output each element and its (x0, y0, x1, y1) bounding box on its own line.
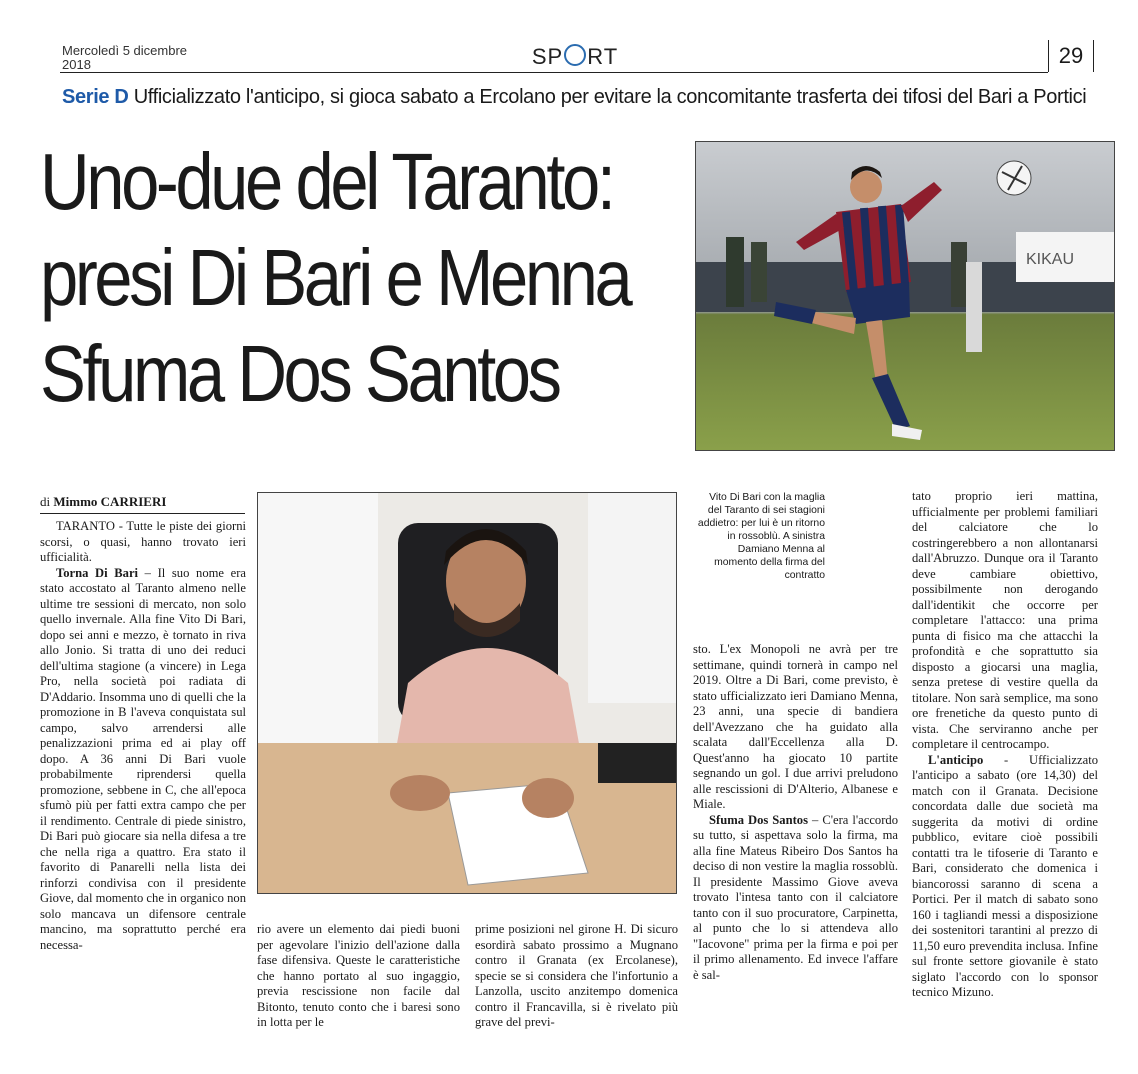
headline-line-2: presi Di Bari e Menna (40, 233, 630, 322)
headline-line-1: Uno-due del Taranto: (40, 137, 613, 226)
article-column-4 (693, 642, 898, 983)
column-3-text: prime posizioni nel girone H. Di sicuro esordirà sabato prossimo a Mugnano contro il Granata (ex Ercolanese), specie se si considera che l'infortunio a Lanzolla, uscito anzitempo domenica contro il Francavilla, si è rivelato più grave del previ- (475, 922, 678, 1029)
stadium-banner-text: KIKAU (1026, 251, 1075, 268)
column-2-text: rio avere un elemento dai piedi buoni per agevolare l'inizio dell'azione dalla fase difensiva. Queste le caratteristiche che hanno portato al suo ingaggio, previa rescissione non facile dal Bitonto, tenuto conto che i baresi sono in lotta per le (257, 922, 460, 1029)
photo-football-player (695, 141, 1115, 451)
subhead-sfuma-dos-santos: Sfuma Dos Santos (709, 812, 809, 827)
subhead-lanticipo: L'anticipo (928, 752, 984, 767)
column-4-paragraph-2: Sfuma Dos Santos – C'era l'accordo su tutto, si aspettava solo la firma, ma alla fine Mateus Ribeiro Dos Santos ha deciso di non vestire la maglia rossoblù. Il presidente Massimo Giove aveva trovato l'intesa tanto con il calciatore tanto con il suo procuratore, Carpinetta, al punto che lo si attendeva allo "Iacovone" prima per la firma e poi per il primo allenamento. Ed invece l'affare è sal- (693, 812, 899, 982)
section-title: SP RT (531, 44, 619, 69)
header-rule (60, 72, 1048, 73)
column-5-paragraph-1: tato proprio ieri mattina, ufficialmente per problemi familiari del calciatore che lo costringerebbero a non allontanarsi dall'Abruzzo. Dunque ora il Taranto deve cambiare obiettivo, possibilmente non derogando dall'identikit che occorre per completare l'attacco: una prima punta di fisico ma che attacchi la profondità e che soprattutto sia disposto a giocarsi una maglia, senza pretese di vestire quella da titolare. Non sarà semplice, ma sono ore frenetiche da questo punto di vista. Che serviranno anche per completare il centrocampo. (912, 489, 1098, 751)
headline-line-3: Sfuma Dos Santos (40, 329, 559, 418)
column-1-paragraph-1: TARANTO - Tutte le piste dei giorni scorsi, o quasi, hanno trovato ieri ufficialità. (40, 519, 246, 564)
ball-logo-icon (564, 44, 586, 66)
column-4-paragraph-1: sto. L'ex Monopoli ne avrà per tre settimane, quindi tornerà in campo nel 2019. Oltre a Di Bari, come previsto, è stato ufficializzato ieri Damiano Menna, 23 anni, una specie di bandiera dell'Avezzano che ha guidato alla scalata dall'Eccellenza alla D. Quest'anno ha giocato 10 partite segnando un gol. I due arrivi preludono alle rescissioni di D'Alterio, Albanese e Miale. (693, 642, 898, 811)
kicker-tag: Serie D (62, 86, 129, 108)
subhead-torna-di-bari: Torna Di Bari (56, 565, 139, 580)
kicker-line (62, 86, 1102, 109)
headline (40, 134, 630, 422)
byline: di Mimmo CARRIERI (40, 494, 245, 514)
article-column-3 (475, 922, 678, 1031)
article-column-1 (40, 519, 246, 953)
photo-contract-signing (257, 492, 677, 894)
page-number: 29 (1048, 40, 1094, 72)
column-1-paragraph-2: Torna Di Bari – Il suo nome era stato accostato al Taranto almeno nelle ultime tre sessioni di mercato, non solo quello invernale. Alla fine Vito Di Bari, dopo sei anni e mezzo, è tornato in riva allo Jonio. Si tratta di uno dei reduci dell'ultima stagione (a vincere) in Lega Pro, nella società poi radiata di D'Addario. Insomma uno di quelli che la promozione in B l'aveva conquistata sul campo, salvo arrendersi alle penalizzazioni prima ed ai play off dopo. A 36 anni Di Bari vuole probabilmente riprendersi quella promozione, sebbene in C, che all'epoca sfumò più per fatti extra campo che per il rendimento. Centrale di piede sinistro, Di Bari può giocare sia nella difesa a tre che nella riga a quattro. Era stato il favorito di Panarelli nella lista dei rinforzi condivisa con il presidente Giove, dal momento che in organico non solo mancava un difensore centrale mancino, ma soprattutto perché era necessa- (40, 565, 246, 952)
author-name: Mimmo CARRIERI (53, 494, 167, 509)
article-column-5 (912, 489, 1098, 1001)
photo-caption: Vito Di Bari con la maglia del Taranto di sei stagioni addietro: per lui è un ritorno in rossoblù. A sinistra Damiano Menna al momento della firma del contratto (697, 492, 825, 581)
column-5-paragraph-2: L'anticipo - Ufficializzato l'anticipo a sabato (ore 14,30) del match con il Granata. Decisione concordata dalle due società ma suggerita da motivi di ordine pubblico, evitare cioè possibili contatti tra le tifoserie di Taranto e Bari, considerato che domenica i biancorossi saranno di scena a Portici. Per il match di sabato sono 160 i tagliandi messi a disposizione dei sostenitori tarantini al prezzo di 11,50 euro prevendita inclusa. Infine sul fronte settore giovanile è stato siglato l'accordo con lo sponsor tecnico Mizuno. (912, 752, 1098, 999)
article-column-2 (257, 922, 460, 1031)
issue-date: Mercoledì 5 dicembre 2018 (62, 43, 187, 72)
kicker-text: Ufficializzato l'anticipo, si gioca sabato a Ercolano per evitare la concomitante trasferta dei tifosi del Bari a Portici (128, 86, 1087, 108)
